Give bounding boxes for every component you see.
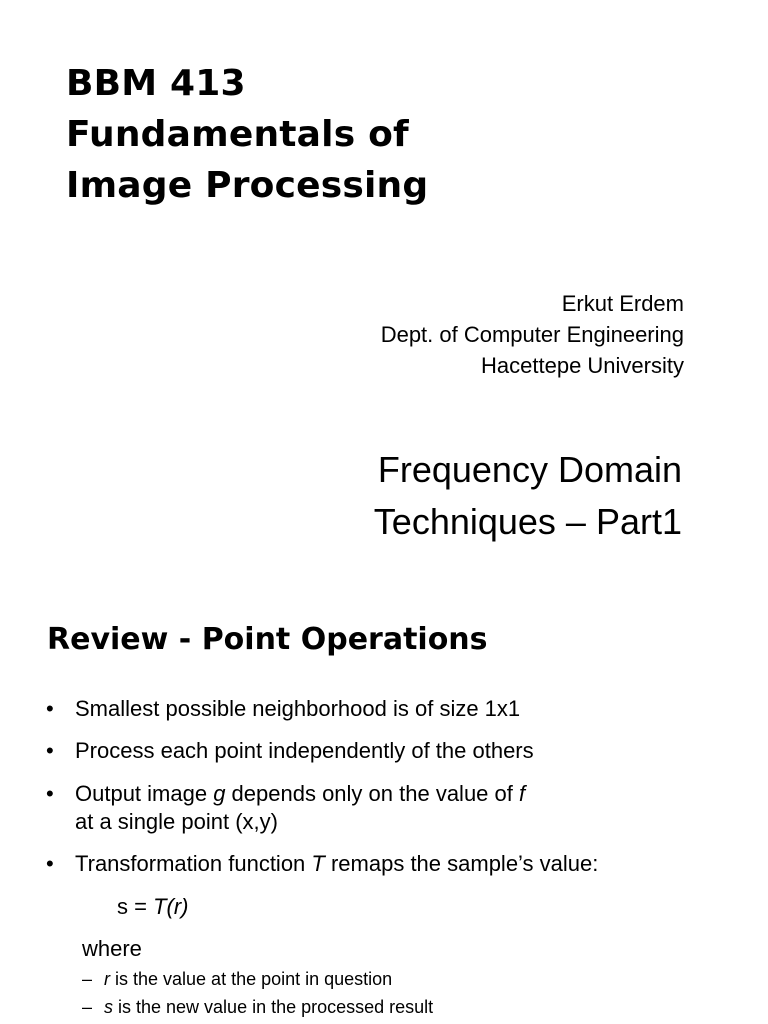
bullet-text-continuation: at a single point (x,y) — [75, 809, 278, 834]
bullet-text-part: depends only on the value of — [225, 781, 519, 806]
lecture-title-line-1: Frequency Domain — [377, 449, 682, 490]
formula-argument: r — [173, 894, 182, 919]
section-heading: Review - Point Operations — [47, 622, 488, 657]
bullet-dot: • — [46, 851, 54, 876]
sub-item — [82, 995, 433, 1019]
bullet-item — [46, 850, 598, 878]
sub-item-text: is the value at the point in question — [110, 969, 393, 989]
bullet-item — [46, 737, 534, 765]
sub-item-dash: – — [82, 969, 93, 989]
formula-close: ) — [181, 894, 189, 919]
course-title-line-3: Image Processing — [66, 165, 429, 206]
bullet-dot: • — [46, 781, 54, 806]
bullet-text: Process each point independently of the others — [75, 738, 534, 763]
course-title-line-1: BBM 413 — [66, 63, 246, 104]
variable-t: T — [311, 851, 325, 876]
bullet-text-part: remaps the sample’s value: — [324, 851, 599, 876]
lecture-title — [374, 444, 682, 548]
bullet-item — [46, 695, 520, 723]
bullet-text — [75, 850, 598, 878]
bullet-text-part: Transformation function — [75, 851, 312, 876]
bullet-text-part: Output image — [75, 781, 214, 806]
sub-item-text: is the new value in the processed result — [113, 997, 434, 1017]
formula-function: T( — [153, 894, 174, 919]
sub-item — [82, 967, 392, 991]
variable-s: s — [104, 997, 113, 1017]
author-block — [381, 288, 684, 381]
course-title — [66, 58, 428, 211]
where-label: where — [82, 936, 142, 961]
formula-lhs: s = — [117, 894, 154, 919]
bullet-item — [46, 780, 525, 836]
bullet-dot: • — [46, 738, 54, 763]
bullet-dot: • — [46, 696, 54, 721]
author-department: Dept. of Computer Engineering — [380, 322, 684, 347]
bullet-text: Smallest possible neighborhood is of size 1x1 — [75, 696, 521, 721]
variable-g: g — [213, 781, 226, 806]
sub-item-dash: – — [82, 997, 93, 1017]
formula — [117, 893, 189, 921]
bullet-text — [75, 780, 525, 808]
lecture-title-line-2: Techniques – Part1 — [373, 501, 682, 542]
author-university: Hacettepe University — [481, 353, 684, 378]
variable-f: f — [519, 781, 526, 806]
course-title-line-2: Fundamentals of — [66, 114, 409, 155]
variable-r: r — [104, 969, 110, 989]
author-name: Erkut Erdem — [561, 291, 684, 316]
